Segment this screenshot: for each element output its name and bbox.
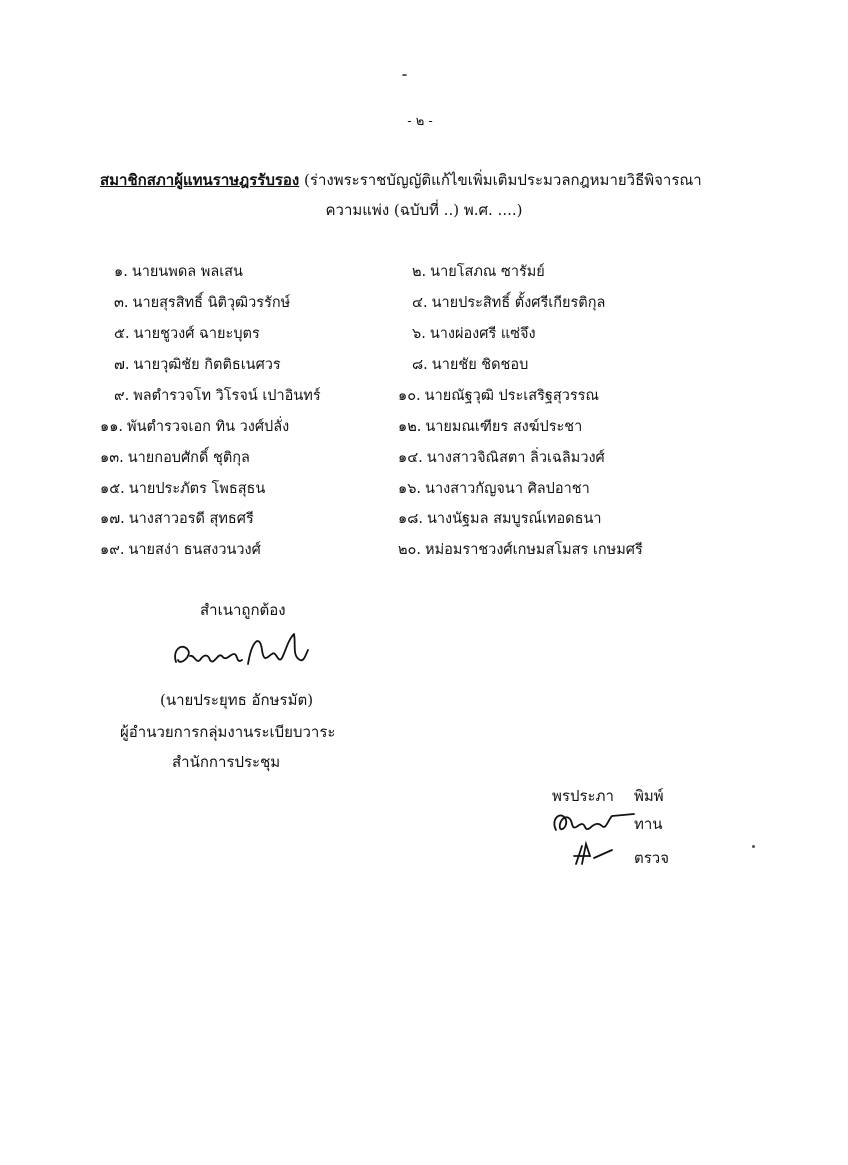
typist-name: พรประภา [552,787,614,805]
list-item [398,386,599,406]
member-name: นางผ่องศรี แซ่จึง [429,326,536,342]
member-name: นายชัย ชิดชอบ [431,357,529,373]
member-name: นายกอบศักดิ์ ชุติกุล [127,450,250,466]
signer-position: ผู้อำนวยการกลุ่มงานระเบียบวาระ [120,723,336,741]
list-item [398,448,605,468]
title-line-2: ความแพ่ง (ฉบับที่ ..) พ.ศ. ....) [325,201,523,219]
member-name: นายวุฒิชัย กิตติธเนศวร [133,357,281,373]
checker-initials [568,838,618,868]
member-name: หม่อมราชวงศ์เกษมสโมสร เกษมศรี [425,542,643,558]
list-item [398,540,643,560]
member-name: นายประภัตร โพธสุธน [128,481,266,497]
member-number: ๔. [412,295,428,311]
member-name: นายณัฐวุฒิ ประเสริฐสุวรรณ [424,388,599,404]
member-number: ๓. [114,295,129,311]
member-name: นางสาวอรดี สุทธศรี [128,511,254,527]
member-name: นายโสภณ ซารัมย์ [430,264,545,280]
list-item [412,262,545,282]
list-item [100,417,289,437]
list-item [100,540,261,560]
member-name: พันตำรวจเอก ทิน วงศ์ปลั่ง [127,419,290,435]
list-item [100,479,265,499]
signer-name: (นายประยุทธ อักษรมัต) [160,691,314,709]
director-signature [168,620,318,680]
list-item [412,355,528,375]
member-number: ๑๙. [100,542,125,558]
list-item [412,293,605,313]
list-item [398,479,590,499]
list-item [398,509,602,529]
list-item [412,324,536,344]
list-item [100,509,254,529]
member-number: ๑๘. [398,511,423,527]
member-number: ๑. [114,264,128,280]
title-heading: สมาชิกสภาผู้แทนราษฎรรับรอง [100,171,300,189]
member-number: ๑๕. [100,481,125,497]
member-number: ๑๗. [100,511,125,527]
checker-role: ตรวจ [634,849,670,867]
member-number: ๕. [114,326,130,342]
member-number: ๖. [412,326,426,342]
member-number: ๑๓. [100,450,124,466]
member-number: ๒๐. [398,542,422,558]
member-name: พลตำรวจโท วิโรจน์ เปาอินทร์ [133,388,321,404]
scan-speck [402,74,407,76]
typist-role: พิมพ์ [634,787,664,805]
list-item [114,386,321,406]
signer-office: สำนักการประชุม [172,753,281,771]
member-name: นายนพดล พลเสน [131,264,243,280]
member-number: ๑๑. [100,419,124,435]
list-item [114,324,260,344]
member-name: นายมณเฑียร สงฆ์ประชา [425,419,583,435]
copy-certified-label: สำเนาถูกต้อง [200,601,286,619]
list-item [100,448,250,468]
member-number: ๑๖. [398,481,422,497]
member-name: นางนัฐมล สมบูรณ์เทอดธนา [427,511,602,527]
member-name: นายชูวงศ์ ฉายะบุตร [133,326,260,342]
member-number: ๑๔. [398,450,423,466]
member-name: นายสุรสิทธิ์ นิติวุฒิวรรักษ์ [132,295,291,311]
member-number: ๒. [412,264,427,280]
member-name: นายประสิทธิ์ ตั้งศรีเกียรติกุล [431,295,606,311]
reader-role: ทาน [634,815,663,833]
reader-signature [546,806,636,842]
list-item [114,355,281,375]
member-number: ๙. [114,388,130,404]
member-number: ๑๐. [398,388,421,404]
document-title [100,170,702,190]
scan-speck [752,845,755,848]
list-item [114,262,243,282]
list-item [114,293,290,313]
member-number: ๑๒. [398,419,422,435]
member-number: ๘. [412,357,428,373]
page-number: - ๒ - [407,114,433,129]
member-name: นางสาวจิณิสตา ลิ่วเฉลิมวงศ์ [426,450,605,466]
member-name: นางสาวกัญจนา ศิลปอาชา [425,481,590,497]
member-name: นายสง่า ธนสงวนวงศ์ [128,542,261,558]
list-item [398,417,582,437]
member-number: ๗. [114,357,130,373]
title-bill-name: (ร่างพระราชบัญญัติแก้ไขเพิ่มเติมประมวลกฎหมายวิธีพิจารณา [299,171,702,189]
